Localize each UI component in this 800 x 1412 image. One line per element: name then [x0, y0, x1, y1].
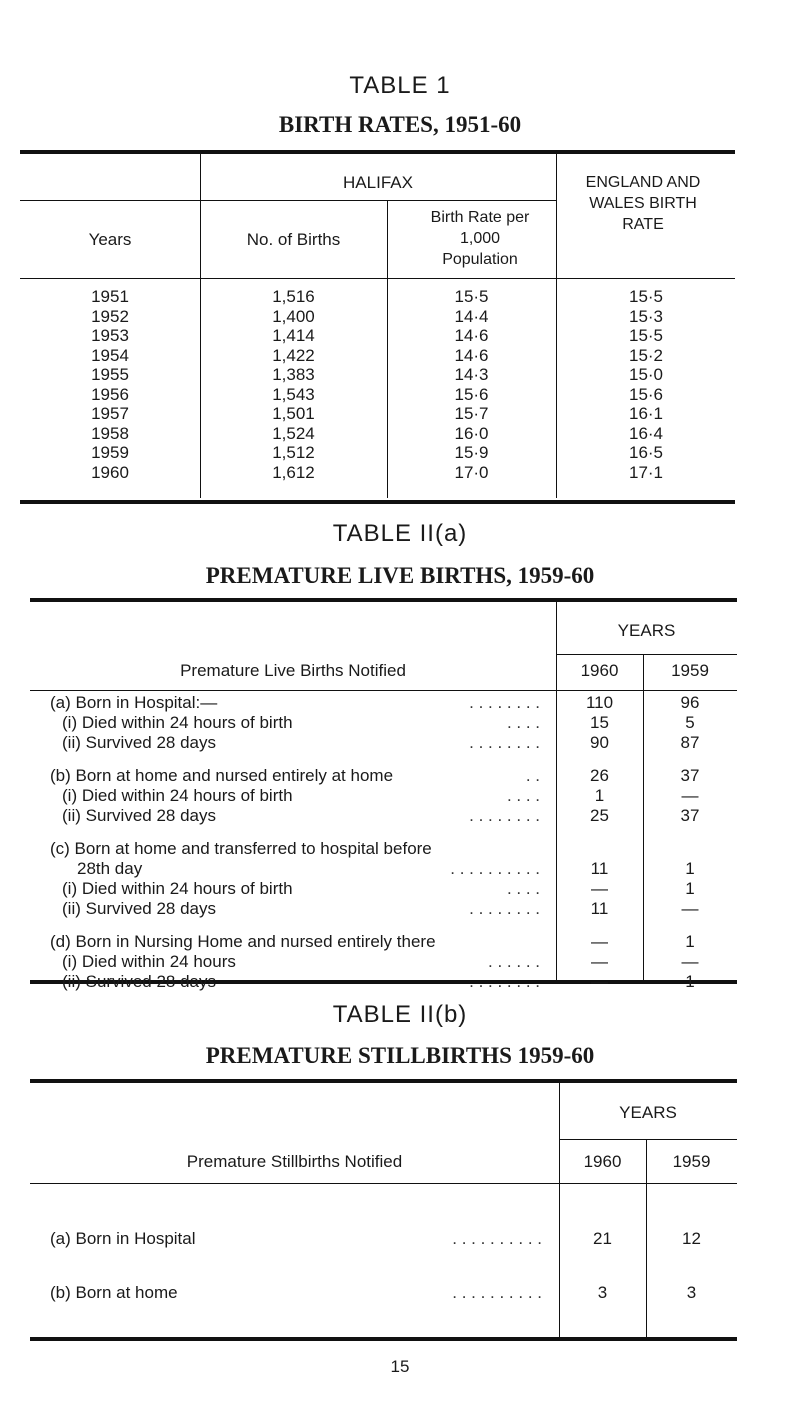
table2b-row-leader: . . . . . . . . . .: [452, 1283, 542, 1302]
table2a-row-leader: . . . .: [506, 713, 540, 732]
table2a-row-label: (ii) Survived 28 days: [62, 972, 217, 991]
table2a-cell-1959: 37: [680, 766, 700, 785]
table2a-cell-1960: —: [591, 972, 608, 991]
table1-cell-year: 1954: [91, 345, 129, 365]
table2a-row-label: (b) Born at home and nursed entirely at home: [50, 766, 394, 785]
table2b-row-leader: . . . . . . . . . .: [452, 1229, 542, 1248]
table2a-row-leader: . .: [525, 766, 540, 785]
table2b-subheader-rule: [559, 1139, 737, 1140]
table1-subtitle: BIRTH RATES, 1951-60: [278, 112, 522, 137]
table1-cell-births: 1,501: [272, 404, 315, 423]
table1-cell-year: 1951: [91, 287, 129, 306]
table2b-title: TABLE II(b): [332, 1001, 468, 1028]
table2a-header-1960: 1960: [580, 661, 619, 680]
table2b-row-label: (a) Born in Hospital: [50, 1229, 196, 1248]
table2a-cell-1959: 1: [685, 879, 695, 898]
table2a-row-leader: . . . . . . . . . .: [450, 859, 540, 878]
table2a-row-label: (d) Born in Nursing Home and nursed entirely there: [50, 932, 436, 951]
table2b-subtitle: PREMATURE STILLBIRTHS 1959-60: [205, 1043, 595, 1068]
table2b-bottom-rule: [30, 1337, 737, 1341]
table2a-row-label: (i) Died within 24 hours of birth: [62, 713, 293, 732]
table2a-cell-1960: 26: [590, 766, 609, 785]
table1-cell-rate: 14·6: [454, 326, 489, 345]
table2a-cell-1960: —: [591, 952, 608, 971]
table2a-row-leader: . . . . . .: [488, 952, 540, 971]
table2a-cell-1960: 11: [590, 899, 609, 918]
table2a-cell-1960: 1: [594, 786, 605, 805]
table2a-title: TABLE II(a): [332, 520, 468, 547]
table2a-cell-1959: 1: [685, 932, 695, 951]
table2b-header-1960: 1960: [583, 1152, 622, 1171]
table2a-header-label: Premature Live Births Notified: [180, 661, 406, 680]
table1-cell-year: 1959: [91, 443, 129, 462]
table1-cell-births: 1,512: [272, 443, 315, 462]
table1-title: TABLE 1: [349, 72, 451, 99]
table1-cell-ew: 16·5: [628, 443, 664, 462]
table1-cell-ew: 15·5: [628, 326, 664, 345]
table1-subheader-rule: [20, 200, 556, 201]
table1-cell-year: 1952: [91, 306, 129, 326]
table1-cell-births: 1,414: [272, 326, 315, 345]
table2a-header-1959: 1959: [671, 661, 709, 680]
table1-cell-year: 1960: [91, 462, 129, 482]
table1-cell-rate: 15·9: [454, 443, 489, 462]
table2a-row-leader: . . . . . . . .: [469, 693, 540, 712]
page-number: 15: [390, 1357, 410, 1376]
table2a-row-leader: . . . . . . . .: [469, 899, 540, 918]
table2a-row-leader: . . . . . . . .: [469, 733, 540, 752]
table1-cell-rate: 14·6: [454, 345, 489, 365]
table1-cell-rate: 15·5: [454, 287, 489, 306]
table1-cell-rate: 15·7: [454, 404, 489, 423]
table1-cell-year: 1955: [91, 365, 129, 384]
table2a-cell-1960: 11: [590, 859, 609, 878]
table1-cell-births: 1,422: [272, 345, 315, 365]
table2a-cell-1960: 15: [590, 713, 609, 732]
table1-cell-year: 1953: [91, 326, 129, 345]
table2a-row-label: (i) Died within 24 hours: [62, 952, 236, 971]
table1-cell-births: 1,612: [272, 462, 315, 482]
table1-cell-year: 1958: [91, 423, 129, 443]
table2a-header-rule: [30, 690, 737, 691]
table1-group-halifax: HALIFAX: [343, 173, 413, 192]
table1-cell-ew: 15·6: [628, 384, 664, 404]
table1-header-years: Years: [88, 230, 132, 249]
table2a-cell-1959: 37: [680, 806, 700, 825]
table1-header-rate: Birth Rate per 1,000 Population: [430, 209, 530, 268]
table2a-cell-1959: —: [681, 899, 699, 918]
table1-cell-rate: 16·0: [454, 423, 489, 443]
table2b-header-label: Premature Stillbirths Notified: [186, 1152, 403, 1171]
table1-header-births: No. of Births: [246, 230, 341, 249]
table2a-row-label: (i) Died within 24 hours of birth: [62, 879, 293, 898]
table1-cell-ew: 17·1: [628, 462, 664, 482]
table2b-top-rule: [30, 1079, 737, 1083]
table2a-cell-1959: 1: [685, 859, 695, 878]
table2a-row-leader: . . . . . . . .: [469, 806, 540, 825]
table1-cell-ew: 15·0: [628, 365, 664, 384]
table1-cell-ew: 16·1: [628, 404, 664, 423]
table1-cell-rate: 14·3: [454, 365, 489, 384]
table2a-row-leader: . . . .: [506, 879, 540, 898]
table2a-subtitle: PREMATURE LIVE BIRTHS, 1959-60: [205, 563, 595, 588]
table1-cell-births: 1,400: [272, 306, 315, 326]
table2a-cell-1959: 1: [685, 972, 695, 991]
table2a-cell-1959: 96: [680, 693, 700, 712]
table1-cell-ew: 16·4: [628, 423, 664, 443]
table1-cell-ew: 15·5: [628, 287, 664, 306]
table1-cell-rate: 14·4: [454, 306, 489, 326]
table1-cell-births: 1,516: [272, 287, 315, 306]
table1-header-rule: [20, 278, 735, 279]
table2a-cell-1960: —: [591, 932, 608, 951]
table1-cell-births: 1,543: [272, 384, 315, 404]
table2a-row-label: (c) Born at home and transferred to hospital before: [50, 839, 432, 858]
table2a-cell-1959: —: [681, 786, 699, 805]
table2b-cell-1960: 21: [593, 1229, 612, 1248]
table1-cell-year: 1957: [91, 404, 129, 423]
table2a-row-label: (i) Died within 24 hours of birth: [62, 786, 293, 805]
table2a-row-label: 28th day: [77, 859, 143, 878]
table1-cell-rate: 15·6: [454, 384, 489, 404]
table1-cell-year: 1956: [91, 384, 129, 404]
table2a-cell-1959: 5: [685, 713, 695, 732]
table2a-cell-1960: —: [591, 879, 608, 898]
table2b-cell-1960: 3: [597, 1283, 608, 1302]
table2b-header-1959: 1959: [672, 1152, 711, 1171]
table2a-row-leader: . . . . . . . .: [469, 972, 540, 991]
table2a-row-label: (ii) Survived 28 days: [62, 806, 217, 825]
table1-cell-ew: 15·2: [628, 345, 664, 365]
table2a-cell-1959: —: [681, 952, 699, 971]
table1-top-rule: [20, 150, 735, 154]
table2b-group-years: YEARS: [619, 1103, 677, 1122]
table1-cell-births: 1,524: [272, 423, 315, 443]
table2b-cell-1959: 3: [686, 1283, 697, 1302]
table2a-row-label: (ii) Survived 28 days: [62, 733, 217, 752]
table1-bottom-rule: [20, 500, 735, 504]
table1-cell-rate: 17·0: [454, 462, 489, 482]
table2a-row-leader: . . . .: [506, 786, 540, 805]
table1-cell-births: 1,383: [272, 365, 315, 384]
table2b-header-rule: [30, 1183, 737, 1184]
table2a-subheader-rule: [556, 654, 737, 655]
table2a-cell-1960: 110: [585, 693, 614, 712]
table2a-cell-1960: 25: [590, 806, 609, 825]
table1-cell-ew: 15·3: [628, 306, 664, 326]
table2a-top-rule: [30, 598, 737, 602]
table2a-row-label: (ii) Survived 28 days: [62, 899, 217, 918]
table2a-cell-1959: 87: [680, 733, 700, 752]
table2b-cell-1959: 12: [682, 1229, 701, 1248]
table2a-cell-1960: 90: [590, 733, 609, 752]
table2a-group-years: YEARS: [617, 621, 676, 640]
table2b-row-label: (b) Born at home: [50, 1283, 178, 1302]
table2a-row-label: (a) Born in Hospital:—: [50, 693, 218, 712]
table1-group-england: ENGLAND AND WALES BIRTH RATE: [585, 174, 701, 233]
